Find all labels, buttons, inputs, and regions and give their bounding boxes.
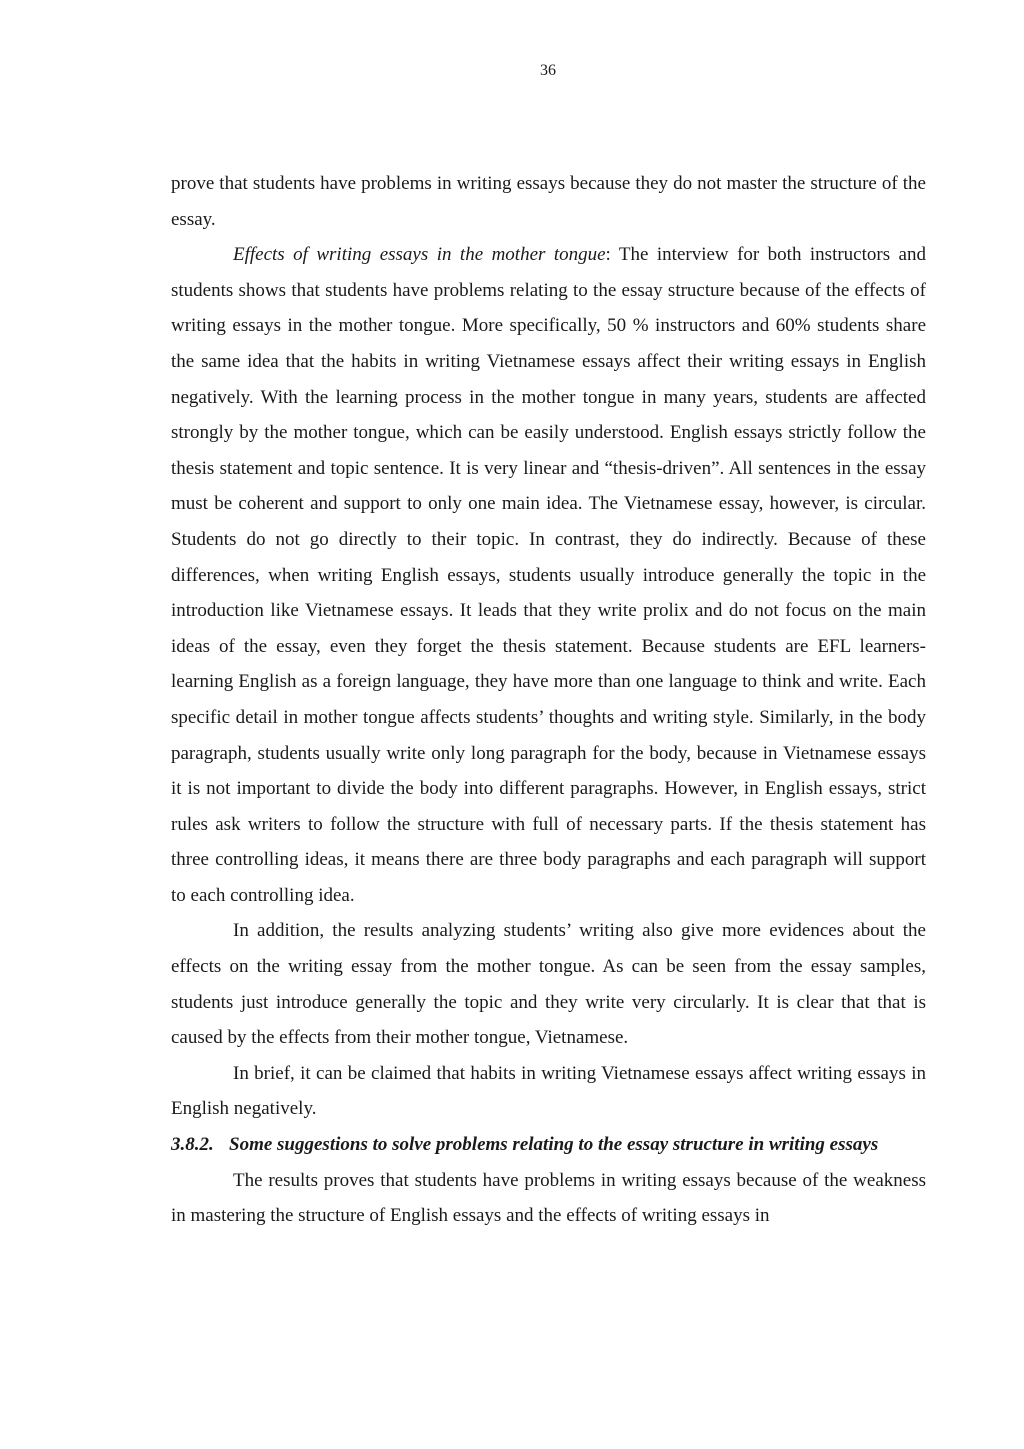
- document-body: [171, 166, 926, 1234]
- section-heading-number: 3.8.2.: [171, 1134, 214, 1156]
- section-heading: [171, 1127, 926, 1163]
- page-number: 36: [540, 62, 556, 79]
- section-heading-title: Some suggestions to solve problems relating to the essay structure in writing essays: [229, 1134, 879, 1156]
- paragraph-text: In addition, the results analyzing students’ writing also give more evidences about the effects on the writing essay from the mother tongue. As can be seen from the essay samples, students just introduce generally the topic and they write very circularly. It is clear that that is caused by the effects from their mother tongue, Vietnamese.: [171, 920, 926, 1049]
- paragraph-results: [171, 1163, 926, 1234]
- paragraph-in-brief: [171, 1056, 926, 1127]
- paragraph-text: prove that students have problems in writing essays because they do not master the structure of the essay.: [171, 173, 926, 230]
- paragraph-text: In brief, it can be claimed that habits in writing Vietnamese essays affect writing essays in English negatively.: [171, 1062, 926, 1120]
- paragraph-continuation: [171, 166, 926, 237]
- paragraph-in-addition: [171, 913, 926, 1055]
- paragraph-text: The results proves that students have problems in writing essays because of the weakness in mastering the structure of English essays and the effects of writing essays in: [171, 1169, 926, 1227]
- paragraph-mother-tongue-effects: [171, 237, 926, 913]
- paragraph-lead-italic: Effects of writing essays in the mother tongue: [233, 244, 606, 266]
- paragraph-text: : The interview for both instructors and students shows that students have problems relating to the essay structure because of the effects of writing essays in the mother tongue. More specifically, 50 % instructors and 60% students share the same idea that the habits in writing Vietnamese essays affect their writing essays in English negatively. With the learning process in the mother tongue in many years, students are affected strongly by the mother tongue, which can be easily understood. English essays strictly follow the thesis statement and topic sentence. It is very linear and “thesis-driven”. All sentences in the essay must be coherent and support to only one main idea. The Vietnamese essay, however, is circular. Students do not go directly to their topic. In contrast, they do indirectly. Because of these differences, when writing English essays, students usually introduce generally the topic in the introduction like Vietnamese essays. It leads that they write prolix and do not focus on the main ideas of the essay, even they forget the thesis statement. Because students are EFL learners-learning English as a foreign language, they have more than one language to think and write. Each specific detail in mother tongue affects students’ thoughts and writing style. Similarly, in the body paragraph, students usually write only long paragraph for the body, because in Vietnamese essays it is not important to divide the body into different paragraphs. However, in English essays, strict rules ask writers to follow the structure with full of necessary parts. If the thesis statement has three controlling ideas, it means there are three body paragraphs and each paragraph will support to each controlling idea.: [171, 244, 926, 906]
